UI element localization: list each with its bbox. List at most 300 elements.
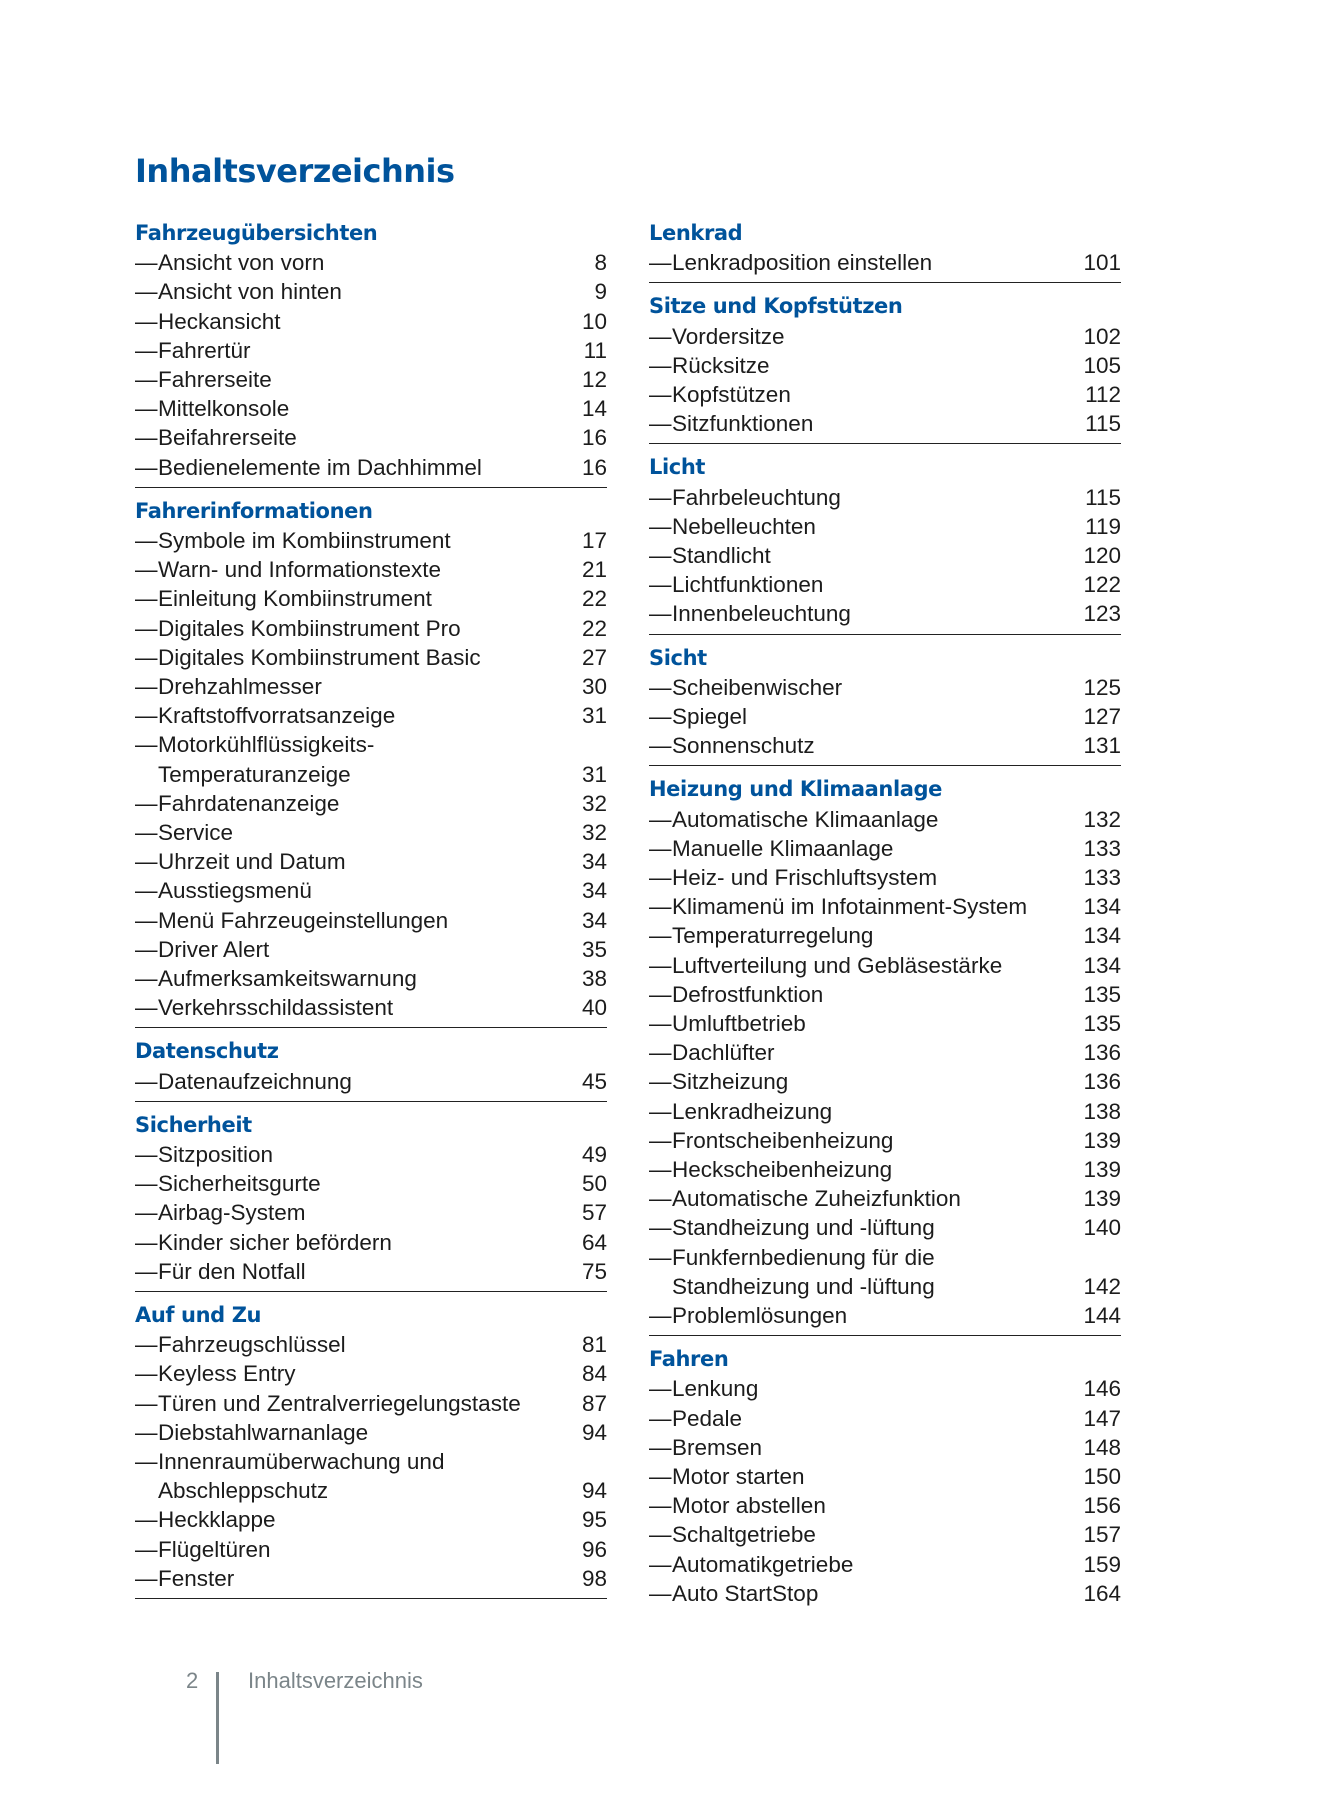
toc-entry[interactable]: [135, 847, 607, 876]
entry-page-number: 131: [1083, 733, 1121, 759]
toc-entry[interactable]: [135, 277, 607, 306]
entry-page-number: 57: [581, 1200, 607, 1226]
entry-label-line: Spiegel: [672, 703, 748, 729]
em-dash-bullet: —: [135, 1390, 158, 1416]
toc-entry[interactable]: [649, 1009, 1121, 1038]
entry-label-line: Sitzheizung: [672, 1069, 789, 1095]
entry-page-number: 125: [1083, 674, 1121, 700]
entry-label-line: Sicherheitsgurte: [158, 1171, 321, 1197]
entry-page-number: 34: [581, 878, 607, 904]
em-dash-bullet: —: [135, 1419, 158, 1445]
entry-label: [672, 322, 1081, 351]
em-dash-bullet: —: [135, 849, 158, 875]
entry-page-number: 16: [581, 425, 607, 451]
entry-page-number: 140: [1083, 1215, 1121, 1241]
entry-page-number: 105: [1083, 352, 1121, 378]
entry-page-number: 120: [1083, 542, 1121, 568]
entry-page-number: 134: [1083, 923, 1121, 949]
section-heading[interactable]: Sicherheit: [135, 1112, 252, 1137]
entry-page-number: 102: [1083, 323, 1121, 349]
entry-page-number: 22: [581, 615, 607, 641]
entry-label-line: Digitales Kombiinstrument Pro: [158, 615, 461, 641]
section-heading[interactable]: Fahren: [649, 1347, 729, 1372]
em-dash-bullet: —: [649, 601, 672, 627]
toc-entry[interactable]: [649, 702, 1121, 731]
toc-entry[interactable]: [649, 351, 1121, 380]
entry-label-line: Fahrbeleuchtung: [672, 484, 841, 510]
entry-label: [672, 1301, 1081, 1330]
entry-label: [158, 555, 567, 584]
entry-label-line: Automatische Zuheizfunktion: [672, 1186, 961, 1212]
entry-label-line: Lichtfunktionen: [672, 572, 824, 598]
em-dash-bullet: —: [649, 411, 672, 437]
entry-page-number: 34: [581, 849, 607, 875]
entry-label: [672, 951, 1081, 980]
entry-label-line: Bremsen: [672, 1434, 763, 1460]
toc-entry[interactable]: [135, 1169, 607, 1198]
em-dash-bullet: —: [649, 952, 672, 978]
toc-entry[interactable]: [649, 1184, 1121, 1213]
entry-label-line: Heckklappe: [158, 1507, 276, 1533]
em-dash-bullet: —: [135, 528, 158, 553]
toc-entry[interactable]: [135, 526, 607, 555]
entry-label-line: Sonnenschutz: [672, 733, 815, 759]
entry-label-line: Innenraumüberwachung und: [158, 1449, 445, 1475]
em-dash-bullet: —: [135, 279, 158, 305]
toc-entry[interactable]: [135, 1330, 607, 1359]
toc-section: [135, 219, 607, 488]
entry-page-number: 138: [1083, 1098, 1121, 1124]
toc-entry[interactable]: [649, 1374, 1121, 1403]
entry-label: [672, 351, 1081, 380]
section-heading[interactable]: Fahrerinformationen: [135, 498, 373, 523]
entry-label-line: Fenster: [158, 1565, 235, 1591]
entry-page-number: 142: [1083, 1273, 1121, 1299]
entry-label: [158, 847, 567, 876]
entry-page-number: 21: [581, 557, 607, 583]
entry-label: [158, 1564, 567, 1593]
entry-page-number: 122: [1083, 572, 1121, 598]
entry-label-line: Motor abstellen: [672, 1493, 826, 1519]
toc-entry[interactable]: [135, 307, 607, 336]
section-heading[interactable]: Auf und Zu: [135, 1303, 262, 1328]
toc-entry[interactable]: [649, 921, 1121, 950]
toc-section: [649, 1345, 1121, 1613]
em-dash-bullet: —: [135, 936, 158, 962]
section-heading[interactable]: Lenkrad: [649, 221, 743, 245]
toc-entry[interactable]: [649, 1243, 1121, 1301]
entry-label-line: Heiz- und Frischluftsystem: [672, 864, 938, 890]
toc-entry[interactable]: [649, 863, 1121, 892]
toc-entry[interactable]: [135, 935, 607, 964]
entry-label: [672, 1097, 1081, 1126]
entry-label: [158, 643, 567, 672]
entry-page-number: 134: [1083, 894, 1121, 920]
entry-page-number: 31: [581, 761, 607, 787]
entry-label: [672, 921, 1081, 950]
entry-label: [672, 1126, 1081, 1155]
entry-label-line: Automatikgetriebe: [672, 1551, 854, 1577]
entry-label: [672, 1550, 1081, 1579]
entry-label-line: Motorkühlflüssigkeits-: [158, 732, 375, 758]
entry-label-line: Flügeltüren: [158, 1536, 271, 1562]
entry-page-number: 159: [1083, 1551, 1121, 1577]
em-dash-bullet: —: [135, 250, 158, 276]
em-dash-bullet: —: [135, 396, 158, 422]
em-dash-bullet: —: [649, 352, 672, 378]
toc-entry[interactable]: [649, 1067, 1121, 1096]
toc-entry[interactable]: [649, 1462, 1121, 1491]
entry-label-line: Sitzposition: [158, 1142, 274, 1168]
em-dash-bullet: —: [649, 923, 672, 949]
entry-label-line: Lenkradposition einstellen: [672, 250, 933, 276]
toc-section: [649, 775, 1121, 1336]
toc-entry[interactable]: [135, 672, 607, 701]
entry-page-number: 139: [1083, 1186, 1121, 1212]
section-heading[interactable]: Licht: [649, 455, 706, 480]
entry-label: [672, 980, 1081, 1009]
toc-entry[interactable]: [135, 365, 607, 394]
entry-label: [158, 1447, 567, 1505]
page-title: Inhaltsverzeichnis: [135, 152, 455, 190]
em-dash-bullet: —: [135, 1565, 158, 1591]
entry-label: [672, 1404, 1081, 1433]
entry-label: [672, 1491, 1081, 1520]
toc-entry[interactable]: [649, 248, 1121, 277]
entry-label-line: Uhrzeit und Datum: [158, 849, 346, 875]
entry-label-line: Bedienelemente im Dachhimmel: [158, 454, 482, 480]
entry-label: [672, 731, 1081, 760]
entry-label-line: Nebelleuchten: [672, 513, 816, 539]
toc-entry[interactable]: [135, 876, 607, 905]
entry-label-line: Standheizung und -lüftung: [672, 1273, 935, 1299]
toc-entry[interactable]: [649, 380, 1121, 409]
em-dash-bullet: —: [649, 733, 672, 759]
toc-entry[interactable]: [135, 1198, 607, 1227]
toc-section: [649, 292, 1121, 444]
toc-entry[interactable]: [649, 1126, 1121, 1155]
entry-label: [158, 526, 567, 555]
toc-entry[interactable]: [649, 731, 1121, 760]
entry-label: [672, 380, 1081, 409]
toc-entry[interactable]: [649, 892, 1121, 921]
toc-entry[interactable]: [649, 322, 1121, 351]
toc-entry[interactable]: [135, 584, 607, 613]
entry-page-number: 81: [581, 1332, 607, 1358]
toc-entry[interactable]: [135, 453, 607, 482]
em-dash-bullet: —: [649, 806, 672, 832]
toc-entry[interactable]: [135, 1067, 607, 1096]
em-dash-bullet: —: [135, 907, 158, 933]
em-dash-bullet: —: [135, 703, 158, 729]
entry-page-number: 148: [1083, 1434, 1121, 1460]
entry-page-number: 75: [581, 1258, 607, 1284]
entry-page-number: 164: [1083, 1580, 1121, 1606]
toc-entry[interactable]: [135, 423, 607, 452]
toc-entry[interactable]: [649, 1433, 1121, 1462]
em-dash-bullet: —: [649, 542, 672, 568]
entry-label: [158, 876, 567, 905]
entry-label: [672, 541, 1081, 570]
entry-label-line: Beifahrerseite: [158, 425, 297, 451]
toc-entry[interactable]: [649, 980, 1121, 1009]
entry-label: [672, 599, 1081, 628]
em-dash-bullet: —: [135, 1229, 158, 1255]
em-dash-bullet: —: [649, 1011, 672, 1036]
em-dash-bullet: —: [135, 308, 158, 334]
em-dash-bullet: —: [649, 703, 672, 729]
em-dash-bullet: —: [649, 513, 672, 539]
entry-label: [158, 1140, 567, 1169]
section-heading[interactable]: Datenschutz: [135, 1039, 279, 1064]
entry-label: [158, 1389, 567, 1418]
entry-label-line: Problemlösungen: [672, 1303, 848, 1329]
entry-label-line: Temperaturanzeige: [158, 761, 351, 787]
entry-label-line: Symbole im Kombiinstrument: [158, 528, 451, 553]
entry-label: [672, 805, 1081, 834]
toc-entry[interactable]: [135, 394, 607, 423]
entry-page-number: 38: [581, 966, 607, 992]
entry-page-number: 27: [581, 644, 607, 670]
entry-label-line: Ansicht von vorn: [158, 250, 325, 276]
entry-page-number: 136: [1083, 1069, 1121, 1095]
em-dash-bullet: —: [649, 1244, 672, 1270]
entry-label-line: Warn- und Informationstexte: [158, 557, 442, 583]
em-dash-bullet: —: [135, 1171, 158, 1197]
entry-label: [672, 892, 1081, 921]
entry-label-line: Scheibenwischer: [672, 674, 843, 700]
toc-entry[interactable]: [135, 1505, 607, 1534]
entry-label-line: Auto StartStop: [672, 1580, 819, 1606]
entry-label-line: Automatische Klimaanlage: [672, 806, 939, 832]
em-dash-bullet: —: [135, 586, 158, 612]
toc-entry[interactable]: [649, 541, 1121, 570]
entry-label-line: Vordersitze: [672, 323, 785, 349]
toc-entry[interactable]: [649, 1155, 1121, 1184]
toc-entry[interactable]: [135, 248, 607, 277]
toc-entry[interactable]: [135, 555, 607, 584]
toc-entry[interactable]: [135, 789, 607, 818]
entry-label: [672, 834, 1081, 863]
entry-label: [158, 614, 567, 643]
entry-page-number: 135: [1083, 1011, 1121, 1036]
entry-page-number: 136: [1083, 1040, 1121, 1066]
entry-page-number: 14: [581, 396, 607, 422]
entry-page-number: 31: [581, 703, 607, 729]
toc-entry[interactable]: [135, 614, 607, 643]
entry-label-line: Diebstahlwarnanlage: [158, 1419, 369, 1445]
toc-entry[interactable]: [649, 570, 1121, 599]
entry-page-number: 94: [581, 1478, 607, 1504]
toc-entry[interactable]: [649, 1213, 1121, 1242]
section-heading[interactable]: Fahrzeugübersichten: [135, 221, 378, 245]
entry-label: [672, 1243, 1081, 1301]
toc-entry[interactable]: [135, 906, 607, 935]
toc-entry[interactable]: [135, 643, 607, 672]
entry-page-number: 40: [581, 995, 607, 1021]
em-dash-bullet: —: [135, 1332, 158, 1358]
entry-page-number: 12: [581, 367, 607, 392]
entry-page-number: 11: [583, 337, 607, 363]
toc-entry[interactable]: [649, 409, 1121, 438]
toc-entry[interactable]: [649, 1301, 1121, 1330]
entry-label: [672, 702, 1081, 731]
entry-page-number: 134: [1083, 952, 1121, 978]
em-dash-bullet: —: [649, 484, 672, 510]
em-dash-bullet: —: [135, 732, 158, 758]
toc-entry[interactable]: [135, 336, 607, 365]
toc-entry[interactable]: [135, 1535, 607, 1564]
entry-label-line: Fahrzeugschlüssel: [158, 1332, 346, 1358]
entry-label: [672, 512, 1081, 541]
entry-label: [672, 248, 1081, 277]
em-dash-bullet: —: [649, 1522, 672, 1548]
entry-page-number: 147: [1083, 1405, 1121, 1431]
toc-entry[interactable]: [135, 1359, 607, 1388]
em-dash-bullet: —: [135, 1200, 158, 1226]
entry-label: [158, 277, 567, 306]
toc-entry[interactable]: [649, 1404, 1121, 1433]
entry-label: [158, 394, 567, 423]
entry-page-number: 35: [581, 936, 607, 962]
toc-entry[interactable]: [135, 1389, 607, 1418]
entry-page-number: 135: [1083, 981, 1121, 1007]
toc-entry[interactable]: [649, 1520, 1121, 1549]
section-heading[interactable]: Heizung und Klimaanlage: [649, 777, 943, 802]
entry-label: [672, 483, 1081, 512]
toc-entry[interactable]: [135, 993, 607, 1022]
em-dash-bullet: —: [649, 1580, 672, 1606]
entry-label: [672, 673, 1081, 702]
entry-label-line: Heckscheibenheizung: [672, 1157, 893, 1183]
entry-label-line: Frontscheibenheizung: [672, 1127, 894, 1153]
em-dash-bullet: —: [135, 1142, 158, 1168]
entry-label: [158, 935, 567, 964]
entry-label: [158, 1535, 567, 1564]
toc-entry[interactable]: [649, 1491, 1121, 1520]
em-dash-bullet: —: [135, 966, 158, 992]
em-dash-bullet: —: [135, 1449, 158, 1475]
entry-label: [158, 248, 567, 277]
em-dash-bullet: —: [135, 425, 158, 451]
section-heading[interactable]: Sicht: [649, 645, 707, 670]
entry-label: [672, 1038, 1081, 1067]
em-dash-bullet: —: [649, 1303, 672, 1329]
em-dash-bullet: —: [135, 644, 158, 670]
em-dash-bullet: —: [649, 1186, 672, 1212]
em-dash-bullet: —: [135, 1507, 158, 1533]
em-dash-bullet: —: [135, 1068, 158, 1094]
toc-entry[interactable]: [649, 483, 1121, 512]
entry-label-line: Temperaturregelung: [672, 923, 874, 949]
toc-entry[interactable]: [649, 805, 1121, 834]
entry-page-number: 150: [1083, 1464, 1121, 1490]
toc-entry[interactable]: [649, 834, 1121, 863]
entry-page-number: 119: [1085, 513, 1121, 539]
entry-page-number: 157: [1083, 1522, 1121, 1548]
toc-entry[interactable]: [649, 951, 1121, 980]
entry-label: [158, 1330, 567, 1359]
toc-entry[interactable]: [135, 1418, 607, 1447]
toc-entry[interactable]: [135, 1447, 607, 1505]
entry-label-line: Ansicht von hinten: [158, 279, 342, 305]
entry-label: [158, 993, 567, 1022]
toc-entry[interactable]: [135, 818, 607, 847]
entry-label: [158, 1067, 567, 1096]
toc-entry[interactable]: [649, 1579, 1121, 1608]
em-dash-bullet: —: [135, 367, 158, 392]
entry-label-line: Heckansicht: [158, 308, 281, 334]
entry-page-number: 94: [581, 1419, 607, 1445]
entry-label-line: Kraftstoffvorratsanzeige: [158, 703, 396, 729]
toc-entry[interactable]: [135, 964, 607, 993]
toc-section: [135, 1037, 607, 1101]
entry-label: [158, 336, 567, 365]
entry-label-line: Fahrertür: [158, 337, 251, 363]
section-heading[interactable]: Sitze und Kopfstützen: [649, 294, 903, 319]
toc-entry[interactable]: [649, 512, 1121, 541]
em-dash-bullet: —: [135, 1258, 158, 1284]
entry-page-number: 30: [581, 674, 607, 700]
toc-left-column: [135, 219, 607, 1608]
toc-entry[interactable]: [135, 1257, 607, 1286]
em-dash-bullet: —: [135, 557, 158, 583]
em-dash-bullet: —: [649, 381, 672, 407]
entry-label: [672, 863, 1081, 892]
em-dash-bullet: —: [135, 878, 158, 904]
entry-label-line: Dachlüfter: [672, 1040, 775, 1066]
entry-page-number: 133: [1083, 864, 1121, 890]
em-dash-bullet: —: [649, 572, 672, 598]
entry-label: [672, 1155, 1081, 1184]
entry-label: [158, 672, 567, 701]
entry-label-line: Motor starten: [672, 1464, 805, 1490]
toc-section: [649, 644, 1121, 767]
em-dash-bullet: —: [649, 864, 672, 890]
entry-label: [158, 1418, 567, 1447]
em-dash-bullet: —: [649, 1069, 672, 1095]
entry-page-number: 95: [581, 1507, 607, 1533]
em-dash-bullet: —: [135, 995, 158, 1021]
toc-entry[interactable]: [135, 1564, 607, 1593]
entry-label-line: Pedale: [672, 1405, 743, 1431]
entry-page-number: 112: [1085, 381, 1121, 407]
entry-label: [672, 1184, 1081, 1213]
toc-entry[interactable]: [649, 599, 1121, 628]
toc-entry[interactable]: [649, 673, 1121, 702]
toc-entry[interactable]: [135, 1228, 607, 1257]
entry-label: [158, 307, 567, 336]
toc-entry[interactable]: [135, 1140, 607, 1169]
entry-page-number: 123: [1083, 601, 1121, 627]
entry-label-line: Fahrerseite: [158, 367, 272, 392]
entry-label: [158, 701, 567, 730]
toc-entry[interactable]: [649, 1550, 1121, 1579]
entry-label-line: Sitzfunktionen: [672, 411, 814, 437]
toc-entry[interactable]: [649, 1097, 1121, 1126]
toc-entry[interactable]: [135, 730, 607, 788]
toc-entry[interactable]: [649, 1038, 1121, 1067]
entry-label-line: Ausstiegsmenü: [158, 878, 312, 904]
entry-label-line: Abschleppschutz: [158, 1478, 329, 1504]
entry-page-number: 87: [581, 1390, 607, 1416]
em-dash-bullet: —: [649, 1376, 672, 1402]
entry-label-line: Airbag-System: [158, 1200, 306, 1226]
toc-entry[interactable]: [135, 701, 607, 730]
entry-page-number: 16: [581, 454, 607, 480]
entry-label: [158, 964, 567, 993]
entry-page-number: 64: [581, 1229, 607, 1255]
